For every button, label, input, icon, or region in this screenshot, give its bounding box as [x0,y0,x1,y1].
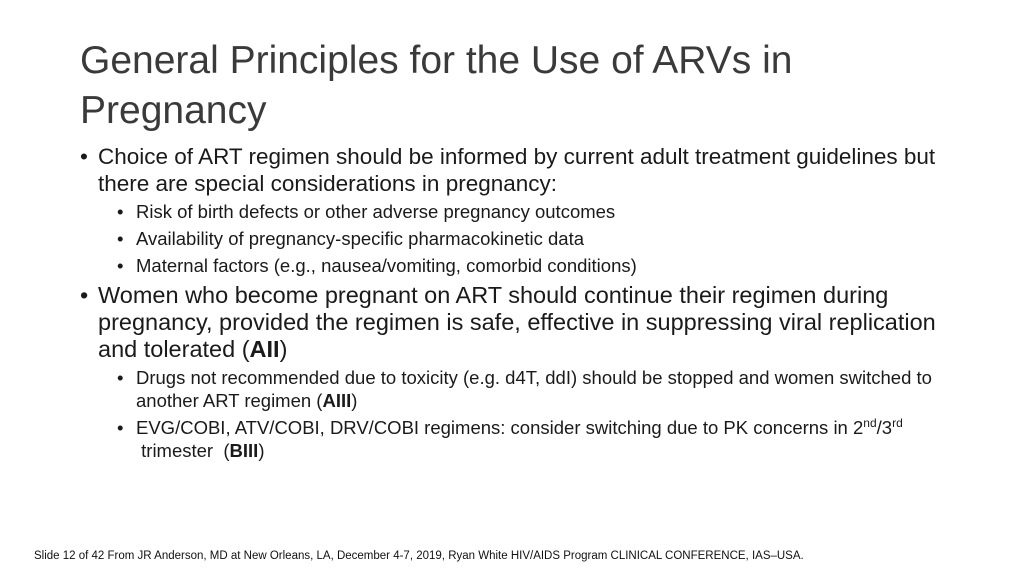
bullet-2-close: ) [279,336,288,362]
sub-bullet-maternal-factors: • Maternal factors (e.g., nausea/vomiting, comorbid conditions) [117,254,950,277]
bullet-1-subitems [117,200,950,277]
rating-aii: AII [249,336,280,362]
slide-title: General Principles for the Use of ARVs in Pregnancy [80,39,793,132]
superscript-rd: rd [892,416,903,430]
slide-content [80,144,950,467]
rating-aiii: AIII [322,390,352,411]
bullet-2-text: Women who become pregnant on ART should continue their regimen during pregnancy, provided the regimen is safe, effective in suppressing viral replication and tolerated ( [98,282,936,362]
sub-bullet-toxicity-close: ) [351,390,358,411]
sub-bullet-toxicity [117,366,950,412]
sub-bullet-cobi-text: EVG/COBI, ATV/COBI, DRV/COBI regimens: consider switching due to PK concerns in 2 [136,417,864,438]
sub-bullet-cobi-trimester: trimester ( [136,440,230,461]
superscript-nd: nd [863,416,877,430]
bullet-2-subitems [117,366,950,462]
sub-bullet-pk-data: • Availability of pregnancy-specific pharmacokinetic data [117,227,950,250]
sub-bullet-cobi-mid: /3 [876,417,893,438]
sub-bullet-cobi [117,416,950,462]
rating-biii: BIII [229,440,259,461]
slide-footer: Slide 12 of 42 From JR Anderson, MD at New Orleans, LA, December 4-7, 2019, Ryan White HIV/AIDS Program CLINICAL CONFERENCE, IAS–USA. [34,550,804,562]
bullet-1: • Choice of ART regimen should be informed by current adult treatment guidelines but there are special considerations in pregnancy: [80,144,950,197]
sub-bullet-cobi-close: ) [258,440,265,461]
bullet-2 [80,282,950,363]
sub-bullet-birth-defects: • Risk of birth defects or other adverse pregnancy outcomes [117,200,950,223]
sub-bullet-toxicity-text: Drugs not recommended due to toxicity (e.g. d4T, ddI) should be stopped and women switched to another ART regimen ( [136,367,932,411]
